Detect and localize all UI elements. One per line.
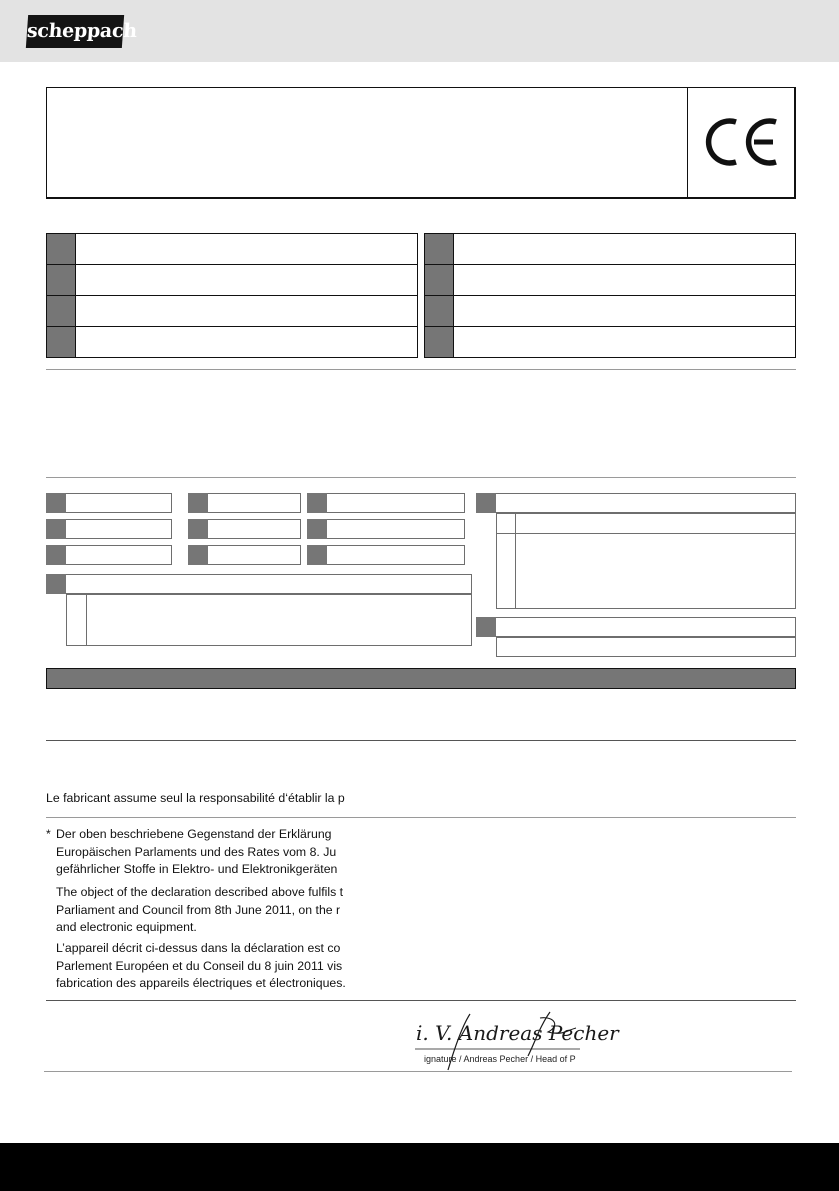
section-bar bbox=[46, 668, 796, 689]
footnote-marker: * bbox=[46, 827, 51, 841]
field-box bbox=[476, 617, 796, 637]
rohs-de-line: gefährlicher Stoffe in Elektro- und Elektronikgeräten bbox=[56, 862, 338, 876]
flag-square bbox=[425, 265, 453, 295]
responsibility-text: Le fabricant assume seul la responsabilité d‘établir la p bbox=[46, 791, 345, 805]
field-box bbox=[496, 637, 796, 657]
flag-square bbox=[425, 296, 453, 326]
divider bbox=[46, 477, 796, 478]
signature-script: i. V. Andreas Pecher bbox=[416, 1021, 619, 1045]
flag-square bbox=[47, 327, 75, 357]
flag-square bbox=[425, 234, 453, 264]
rohs-fr-line: fabrication des appareils électriques et électroniques. bbox=[56, 976, 346, 990]
flag-square bbox=[425, 327, 453, 357]
rohs-en-line: and electronic equipment. bbox=[56, 920, 197, 934]
divider bbox=[46, 740, 796, 741]
divider bbox=[44, 1071, 792, 1072]
product-box bbox=[46, 87, 796, 199]
field-box bbox=[46, 574, 472, 594]
rohs-fr-line: Parlement Européen et du Conseil du 8 juin 2011 vis bbox=[56, 958, 343, 973]
signature-caption: ignature / Andreas Pecher / Head of P bbox=[424, 1054, 576, 1064]
divider bbox=[46, 817, 796, 818]
field-box bbox=[496, 513, 796, 609]
rohs-de-line: Der oben beschriebene Gegenstand der Erklärung bbox=[56, 827, 332, 841]
field-box bbox=[476, 493, 796, 513]
field-box bbox=[307, 519, 465, 539]
divider bbox=[46, 1000, 796, 1001]
rohs-en-line: The object of the declaration described above fulfils t bbox=[56, 885, 344, 899]
scheppach-logo: scheppach bbox=[26, 15, 124, 48]
field-box bbox=[66, 594, 472, 646]
flag-square bbox=[47, 234, 75, 264]
rohs-fr-line: L’appareil décrit ci-dessus dans la déclaration est co bbox=[56, 941, 341, 955]
rohs-en-line: Parliament and Council from 8th June 2011, on the r bbox=[56, 902, 341, 917]
flag-square bbox=[47, 296, 75, 326]
page-footer bbox=[0, 1143, 839, 1191]
field-box bbox=[307, 545, 465, 565]
divider bbox=[46, 369, 796, 370]
ce-mark-icon bbox=[702, 114, 782, 170]
ce-divider bbox=[687, 87, 688, 199]
flag-square bbox=[47, 265, 75, 295]
field-box bbox=[307, 493, 465, 513]
rohs-de-line: Europäischen Parlaments und des Rates vom 8. Ju bbox=[56, 844, 337, 859]
